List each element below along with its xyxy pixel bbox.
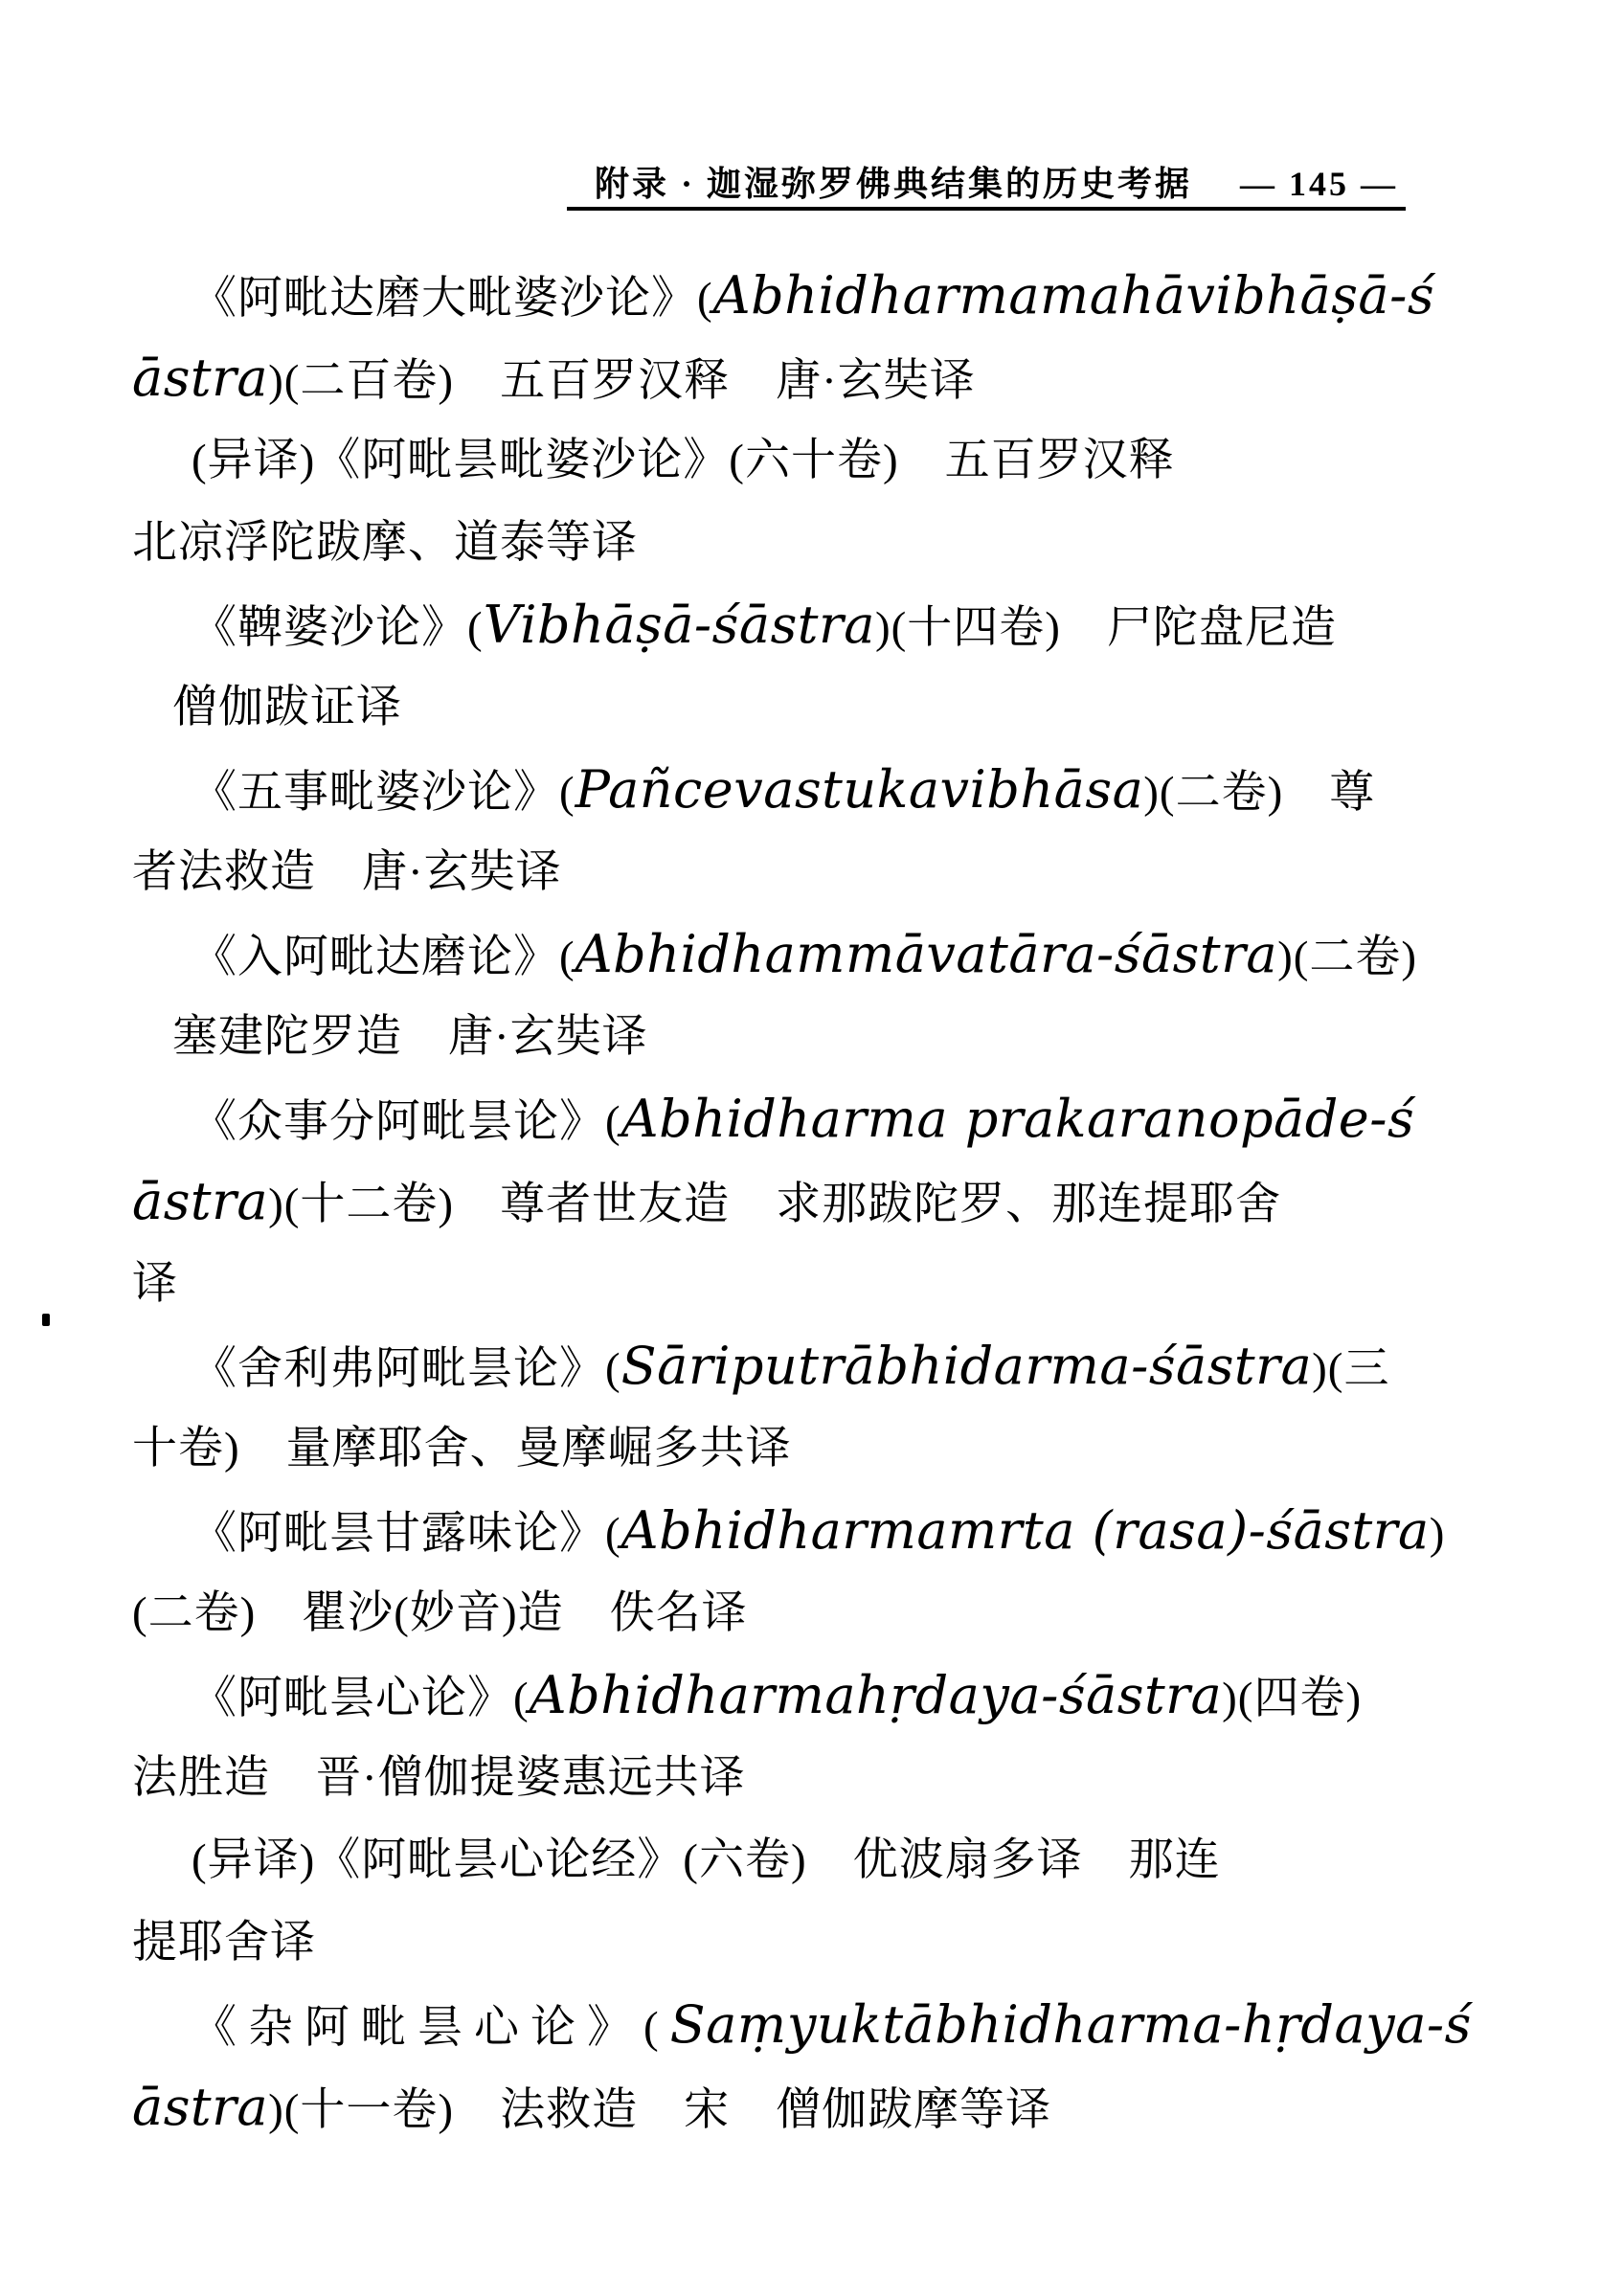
- chinese-text: 北凉浮陀跋摩、道泰等译: [132, 518, 638, 568]
- chinese-text: 塞建陀罗造 唐·玄奘译: [172, 1012, 648, 1062]
- text-line: [132, 749, 1501, 831]
- chinese-text: 法胜造 晋·僧伽提婆惠远共译: [132, 1753, 746, 1803]
- chinese-text: (异译)《阿毗昙心论经》(六卷) 优波扇多译 那连: [192, 1835, 1221, 1885]
- chinese-text: 者法救造 唐·玄奘译: [132, 847, 562, 897]
- sanskrit-text: Abhidharmahṛdaya-śāstra: [529, 1665, 1223, 1725]
- chinese-text: 《杂阿毗昙心论》(: [192, 2003, 670, 2053]
- header-title: 附录 · 迦湿弥罗佛典结集的历史考据: [594, 165, 1192, 203]
- text-line: [132, 1984, 1501, 2066]
- chinese-text: 提耶舍译: [132, 1918, 316, 1968]
- text-line: [132, 419, 1501, 502]
- text-line: [132, 1819, 1501, 1901]
- sanskrit-text: āstra: [132, 348, 269, 408]
- sanskrit-text: Saṃyuktābhidharma-hṛdaya-ś: [669, 1994, 1472, 2055]
- header-rule: [567, 207, 1406, 211]
- chinese-text: )(四卷): [1222, 1674, 1363, 1723]
- sanskrit-text: āstra: [132, 1171, 269, 1231]
- chinese-text: )(三: [1312, 1344, 1390, 1394]
- sanskrit-text: Abhidharmamrta (rasa)-śāstra: [620, 1500, 1430, 1561]
- chinese-text: 《阿毗昙心论》(: [192, 1674, 530, 1723]
- chinese-text: (二卷) 瞿沙(妙音)造 佚名译: [132, 1588, 748, 1638]
- scan-speck: [42, 1314, 50, 1326]
- chinese-text: )(十四卷) 尸陀盘尼造: [875, 603, 1337, 653]
- text-line: [132, 1572, 1501, 1654]
- chinese-text: 《众事分阿毗昙论》(: [192, 1097, 621, 1147]
- page-number: — 145 —: [1240, 165, 1398, 203]
- chinese-text: 《阿毗昙甘露味论》(: [192, 1509, 621, 1559]
- sanskrit-text: Abhidharmamahāvibhāṣā-ś: [712, 265, 1435, 326]
- text-line: [132, 1325, 1501, 1407]
- chinese-text: 《入阿毗达磨论》(: [192, 933, 575, 982]
- text-body: [132, 255, 1501, 2149]
- chinese-text: )(二百卷) 五百罗汉释 唐·玄奘译: [268, 356, 976, 406]
- chinese-text: 《五事毗婆沙论》(: [192, 768, 575, 818]
- sanskrit-text: Abhidhammāvatāra-śāstra: [575, 924, 1278, 984]
- text-line: [132, 1407, 1501, 1490]
- text-line: [132, 1737, 1501, 1819]
- chinese-text: )(二卷): [1277, 933, 1418, 982]
- chinese-text: 《舍利弗阿毗昙论》(: [192, 1344, 621, 1394]
- sanskrit-text: āstra: [132, 2077, 269, 2137]
- sanskrit-text: Pañcevastukavibhāsa: [575, 759, 1144, 820]
- running-header: [595, 157, 1398, 206]
- chinese-text: )(十二卷) 尊者世友造 求那跋陀罗、那连提耶舍: [268, 1180, 1282, 1229]
- text-line: [132, 1654, 1501, 1737]
- chinese-text: 僧伽跋证译: [172, 683, 402, 732]
- text-line: [132, 255, 1501, 337]
- chinese-text: (异译)《阿毗昙毗婆沙论》(六十卷) 五百罗汉释: [192, 436, 1175, 485]
- chinese-text: 《阿毗达磨大毗婆沙论》(: [192, 274, 713, 324]
- text-line: [132, 913, 1501, 996]
- text-line: [132, 831, 1501, 913]
- text-line: [132, 1490, 1501, 1572]
- text-line: [132, 1160, 1501, 1243]
- text-line: [132, 1243, 1501, 1325]
- text-line: [132, 1078, 1501, 1160]
- text-line: [132, 337, 1501, 419]
- text-line: [132, 1901, 1501, 1984]
- text-line: [132, 996, 1501, 1078]
- text-line: [132, 584, 1501, 666]
- text-line: [132, 2066, 1501, 2149]
- chinese-text: )(十一卷) 法救造 宋 僧伽跋摩等译: [268, 2085, 1052, 2135]
- chinese-text: 译: [132, 1259, 178, 1309]
- text-line: [132, 666, 1501, 749]
- sanskrit-text: Abhidharma prakaranopāde-ś: [620, 1089, 1415, 1149]
- text-line: [132, 502, 1501, 584]
- sanskrit-text: Sāriputrābhidarma-śāstra: [620, 1336, 1313, 1396]
- sanskrit-text: Vibhāṣā-śāstra: [483, 595, 875, 655]
- chinese-text: )(二卷) 尊: [1143, 768, 1376, 818]
- chinese-text: 十卷) 量摩耶舍、曼摩崛多共译: [132, 1424, 792, 1474]
- chinese-text: 《鞞婆沙论》(: [192, 603, 484, 653]
- chinese-text: ): [1429, 1509, 1446, 1559]
